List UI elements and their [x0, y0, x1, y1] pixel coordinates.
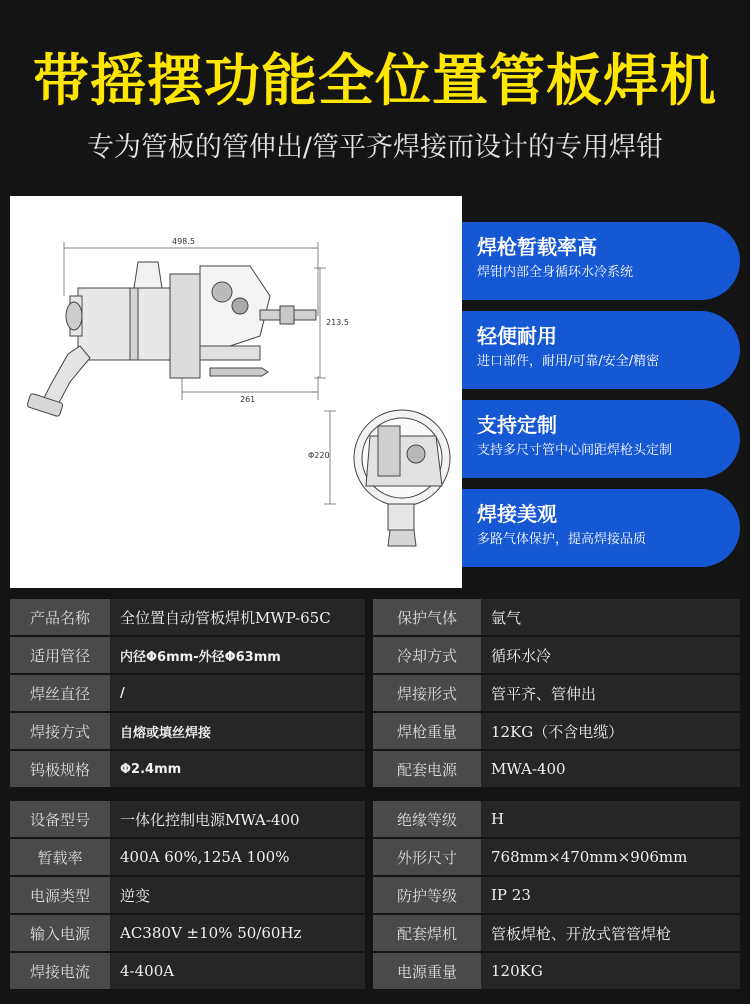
spec-label: 钨极规格	[10, 751, 110, 787]
spec-label: 焊丝直径	[10, 675, 110, 711]
feature-desc: 进口部件，耐用/可靠/安全/精密	[477, 354, 660, 369]
spec-value: 全位置自动管板焊机MWP-65C	[110, 599, 365, 635]
table-row	[10, 637, 740, 673]
spec-value: IP 23	[481, 877, 740, 913]
spec-label: 防护等级	[373, 877, 481, 913]
spec-value: 12KG（不含电缆）	[481, 713, 740, 749]
spec-value: H	[481, 801, 740, 837]
feature-card	[462, 222, 740, 300]
feature-card	[462, 400, 740, 478]
spec-value: 一体化控制电源MWA-400	[110, 801, 365, 837]
spec-label: 外形尺寸	[373, 839, 481, 875]
page-subtitle: 专为管板的管伸出/管平齐焊接而设计的专用焊钳	[86, 132, 664, 163]
table-row	[10, 599, 740, 635]
spec-value: Φ2.4mm	[110, 751, 365, 787]
spec-label: 配套电源	[373, 751, 481, 787]
spec-label: 配套焊机	[373, 915, 481, 951]
spec-table-power	[10, 799, 740, 991]
feature-heading: 支持定制	[477, 413, 557, 437]
table-row	[10, 953, 740, 989]
spec-value: 循环水冷	[481, 637, 740, 673]
spec-value: 内径Φ6mm-外径Φ63mm	[110, 637, 365, 673]
spec-label: 暂载率	[10, 839, 110, 875]
spec-label: 焊枪重量	[373, 713, 481, 749]
spec-label: 绝缘等级	[373, 801, 481, 837]
table-row	[10, 751, 740, 787]
dim-length-label: 498.5	[172, 237, 195, 246]
spec-value: 氩气	[481, 599, 740, 635]
spec-value: AC380V ±10% 50/60Hz	[110, 915, 365, 951]
spec-value: 120KG	[481, 953, 740, 989]
table-row	[10, 675, 740, 711]
spec-table-torch	[10, 597, 740, 789]
spec-label: 焊接电流	[10, 953, 110, 989]
spec-label: 产品名称	[10, 599, 110, 635]
dim-diameter-label: Φ220	[308, 451, 330, 460]
technical-drawing-svg	[10, 196, 462, 588]
spec-label: 适用管径	[10, 637, 110, 673]
spec-value: 逆变	[110, 877, 365, 913]
technical-drawing	[10, 196, 462, 588]
spec-label: 焊接方式	[10, 713, 110, 749]
table-row	[10, 839, 740, 875]
feature-desc: 焊钳内部全身循环水冷系统	[477, 265, 634, 280]
spec-value: MWA-400	[481, 751, 740, 787]
spec-value: 4-400A	[110, 953, 365, 989]
feature-heading: 焊接美观	[477, 502, 557, 526]
feature-desc: 支持多尺寸管中心间距焊枪头定制	[477, 443, 673, 458]
torch-front-view	[354, 410, 450, 546]
torch-side-view	[27, 262, 316, 417]
page-title: 带摇摆功能全位置管板焊机	[33, 49, 717, 114]
feature-card	[462, 311, 740, 389]
spec-label: 冷却方式	[373, 637, 481, 673]
table-row	[10, 713, 740, 749]
spec-value: 自熔或填丝焊接	[110, 713, 365, 749]
table-row	[10, 915, 740, 951]
spec-value: /	[110, 675, 365, 711]
spec-label: 电源重量	[373, 953, 481, 989]
dim-height-label: 213.5	[326, 318, 349, 327]
spec-value: 400A 60%,125A 100%	[110, 839, 365, 875]
spec-label: 焊接形式	[373, 675, 481, 711]
spec-label: 电源类型	[10, 877, 110, 913]
spec-value: 768mm×470mm×906mm	[481, 839, 740, 875]
feature-card	[462, 489, 740, 567]
feature-desc: 多路气体保护，提高焊接品质	[477, 532, 647, 547]
dim-base-label: 261	[240, 395, 256, 404]
table-row	[10, 877, 740, 913]
spec-value: 管板焊枪、开放式管管焊枪	[481, 915, 740, 951]
spec-label: 设备型号	[10, 801, 110, 837]
feature-heading: 轻便耐用	[477, 324, 557, 348]
spec-label: 保护气体	[373, 599, 481, 635]
table-row	[10, 801, 740, 837]
feature-heading: 焊枪暂载率高	[477, 235, 597, 259]
spec-label: 输入电源	[10, 915, 110, 951]
spec-value: 管平齐、管伸出	[481, 675, 740, 711]
